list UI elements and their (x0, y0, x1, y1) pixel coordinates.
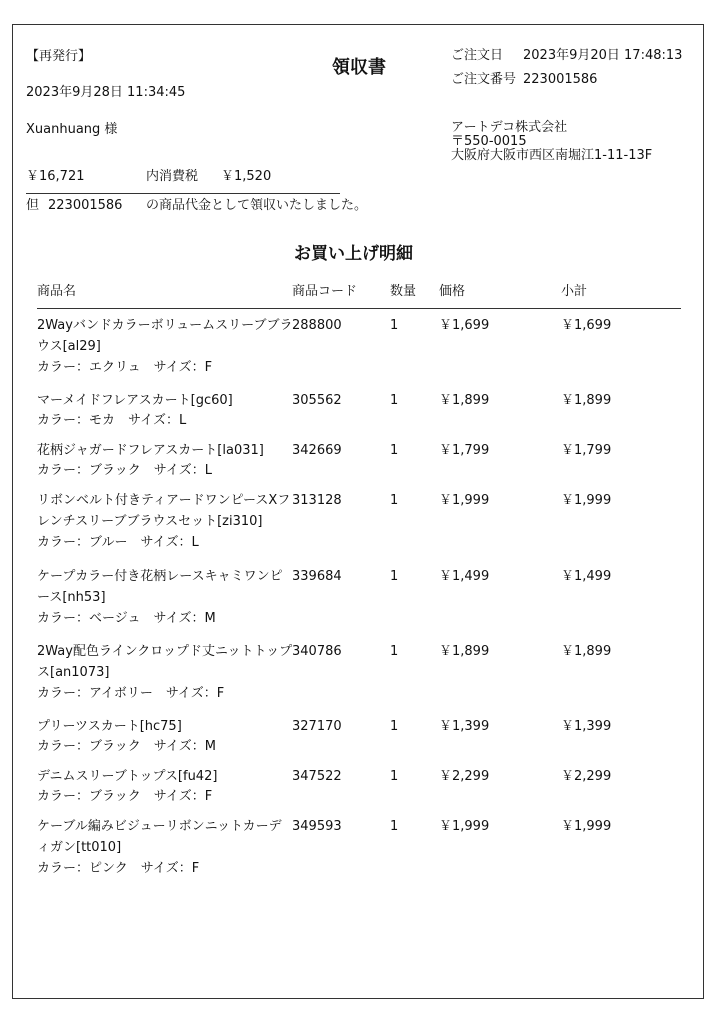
item-subtotal: ￥1,499 (561, 569, 612, 584)
item-variant: カラー：ブラック サイズ：F (37, 789, 213, 804)
amount-underline (26, 193, 340, 194)
company-postal: 〒550-0015 (451, 134, 527, 149)
column-header-qty: 数量 (390, 284, 417, 299)
item-variant: カラー：モカ サイズ：L (37, 413, 187, 428)
item-qty: 1 (390, 443, 399, 458)
item-name: 花柄ジャガードフレアスカート[la031] (37, 443, 264, 458)
receipt-title: 領収書 (332, 57, 386, 78)
item-name: ケーブル編みビジューリボンニットカーディガン[tt010] (37, 819, 282, 855)
reissue-label: 【再発行】 (26, 49, 92, 64)
company-name: アートデコ株式会社 (451, 120, 568, 135)
tax-label: 内消費税 (146, 169, 199, 184)
item-code: 313128 (292, 493, 342, 508)
item-subtotal: ￥1,899 (561, 393, 612, 408)
company-address: 大阪府大阪市西区南堀江1-11-13F (451, 148, 653, 163)
item-price: ￥1,899 (439, 393, 490, 408)
item-code: 327170 (292, 719, 342, 734)
item-qty: 1 (390, 493, 399, 508)
item-name: ケープカラー付き花柄レースキャミワンピース[nh53] (37, 569, 283, 605)
item-name: 2Wayバンドカラーボリュームスリーブブラウス[al29] (37, 318, 293, 354)
item-code: 305562 (292, 393, 342, 408)
item-code: 339684 (292, 569, 342, 584)
item-qty: 1 (390, 393, 399, 408)
details-title: お買い上げ明細 (294, 244, 413, 264)
column-header-code: 商品コード (292, 284, 358, 299)
order-number-label: ご注文番号 (451, 72, 517, 87)
item-subtotal: ￥1,999 (561, 493, 612, 508)
item-subtotal: ￥1,899 (561, 644, 612, 659)
proviso-prefix: 但 (26, 198, 40, 213)
item-price: ￥1,899 (439, 644, 490, 659)
column-header-name: 商品名 (37, 284, 77, 299)
item-subtotal: ￥1,399 (561, 719, 612, 734)
item-qty: 1 (390, 819, 399, 834)
order-date-label: ご注文日 (451, 48, 504, 63)
item-variant: カラー：ピンク サイズ：F (37, 861, 200, 876)
item-qty: 1 (390, 769, 399, 784)
item-subtotal: ￥2,299 (561, 769, 612, 784)
item-subtotal: ￥1,799 (561, 443, 612, 458)
item-variant: カラー：アイボリー サイズ：F (37, 686, 225, 701)
column-header-subtotal: 小計 (561, 284, 588, 299)
item-variant: カラー：ブラック サイズ：L (37, 463, 212, 478)
item-price: ￥1,699 (439, 318, 490, 333)
item-price: ￥1,799 (439, 443, 490, 458)
item-subtotal: ￥1,699 (561, 318, 612, 333)
customer-name: Xuanhuang 様 (26, 122, 118, 137)
issue-datetime: 2023年9月28日 11:34:45 (26, 85, 186, 100)
item-code: 342669 (292, 443, 342, 458)
proviso-order-number: 223001586 (48, 198, 123, 213)
item-name: マーメイドフレアスカート[gc60] (37, 393, 233, 408)
item-price: ￥1,999 (439, 493, 490, 508)
item-name: プリーツスカート[hc75] (37, 719, 182, 734)
item-qty: 1 (390, 719, 399, 734)
item-variant: カラー：ベージュ サイズ：M (37, 611, 216, 626)
item-code: 349593 (292, 819, 342, 834)
item-variant: カラー：ブルー サイズ：L (37, 535, 199, 550)
column-header-price: 価格 (439, 284, 466, 299)
item-code: 288800 (292, 318, 342, 333)
order-number: 223001586 (523, 72, 598, 87)
proviso-text: の商品代金として領収いたしました。 (146, 198, 368, 213)
item-code: 347522 (292, 769, 342, 784)
item-qty: 1 (390, 644, 399, 659)
header-rule (37, 308, 681, 309)
item-qty: 1 (390, 318, 399, 333)
item-subtotal: ￥1,999 (561, 819, 612, 834)
item-price: ￥1,499 (439, 569, 490, 584)
item-variant: カラー：ブラック サイズ：M (37, 739, 216, 754)
total-amount: ￥16,721 (26, 169, 85, 184)
tax-amount: ￥1,520 (221, 169, 272, 184)
item-variant: カラー：エクリュ サイズ：F (37, 360, 213, 375)
item-price: ￥2,299 (439, 769, 490, 784)
order-date: 2023年9月20日 17:48:13 (523, 48, 683, 63)
item-name: 2Way配色ラインクロップド丈ニットトップス[an1073] (37, 644, 293, 680)
item-price: ￥1,399 (439, 719, 490, 734)
item-name: リボンベルト付きティアードワンピースXフレンチスリーブブラウスセット[zi310] (37, 493, 291, 529)
item-qty: 1 (390, 569, 399, 584)
item-name: デニムスリーブトップス[fu42] (37, 769, 218, 784)
item-price: ￥1,999 (439, 819, 490, 834)
item-code: 340786 (292, 644, 342, 659)
